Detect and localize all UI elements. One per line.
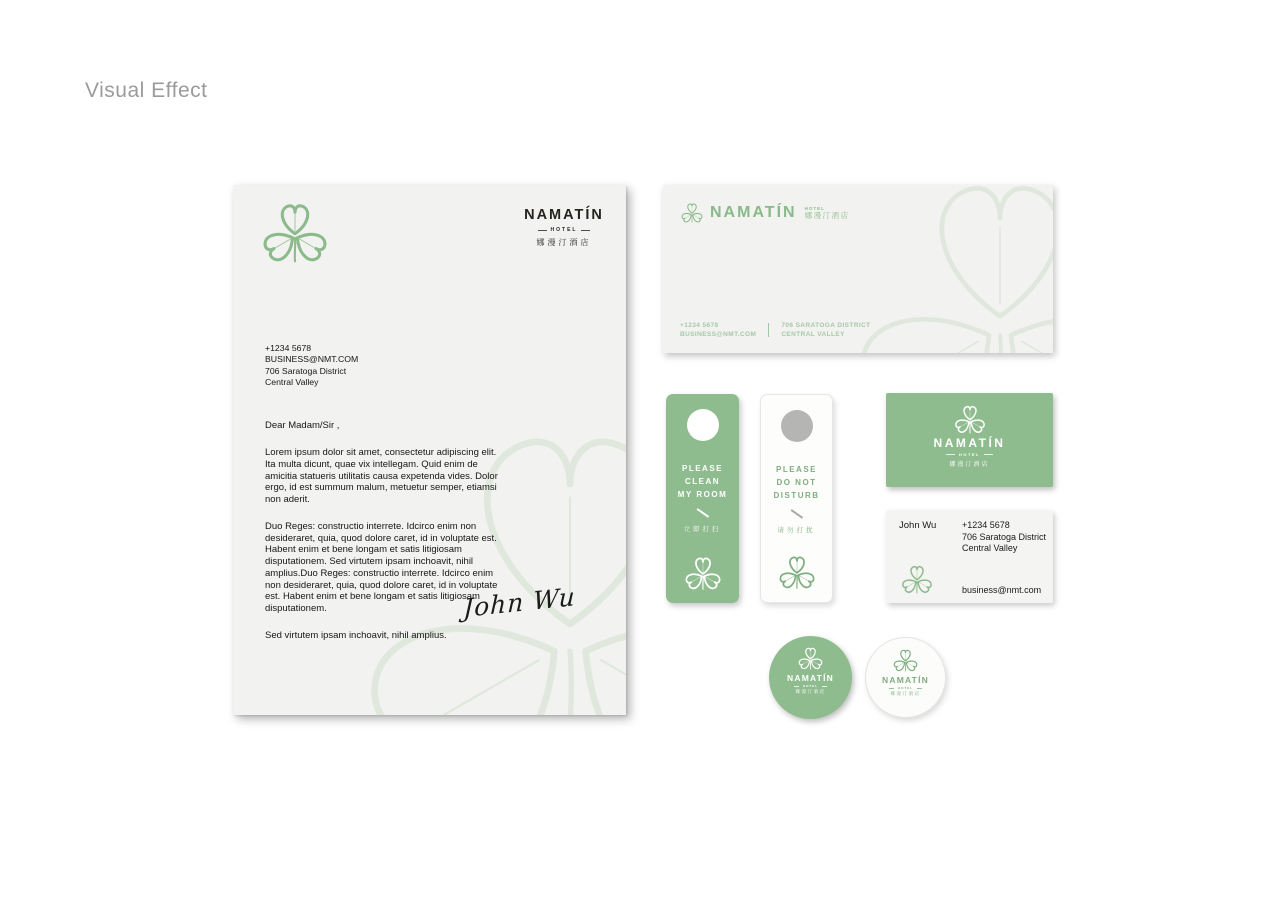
brand-wordmark: NAMATÍN (524, 207, 604, 223)
hanger-line: MY ROOM (677, 490, 728, 500)
envelope-address-line1: 706 SARATOGA DISTRICT (781, 321, 871, 329)
coaster-green (769, 636, 852, 719)
hanger-line: DISTURB (773, 491, 820, 501)
letter-paragraph: Duo Reges: constructio interrete. Idcirco enim non desideraret, quia, quod dolore caret, id in voluptate est. Habent enim et bene longam et satis litigiosam disputationem. Sed virtutem ipsam inchoavit, nihil amplius.Duo Reges: constructio interrete. Idcirco enim non desideraret, quia, quod dolore caret, id in voluptate est. Habent enim et bene longam et satis litigiosam disputationem. (265, 520, 498, 615)
clover-logo-icon (892, 648, 919, 673)
business-card-front (886, 393, 1053, 487)
envelope-mockup (663, 185, 1053, 353)
page-title: Visual Effect (85, 79, 208, 102)
brand-wordmark: NAMATÍN (882, 675, 929, 685)
clover-logo-icon (680, 202, 704, 224)
brand-descriptor: HOTEL (769, 684, 852, 688)
card-holder-name: John Wu (899, 520, 937, 531)
hanger-line: DO NOT (776, 478, 817, 488)
letterhead-address-line1: 706 Saratoga District (265, 365, 347, 376)
letter-salutation: Dear Madam/Sir , (265, 420, 340, 432)
slash-icon (790, 509, 802, 518)
hanger-line: PLEASE (681, 464, 723, 473)
envelope-phone: +1234 5678 (680, 321, 719, 329)
door-hanger-clean-room (666, 394, 739, 603)
envelope-phone-email (680, 321, 756, 341)
card-contact-block (962, 520, 1046, 555)
letterhead-phone: +1234 5678 (265, 343, 312, 353)
brand-wordmark: NAMATÍN (933, 436, 1006, 450)
card-phone: +1234 5678 (962, 520, 1010, 530)
hanger-hole (687, 409, 719, 441)
card-address-line1: 706 Saratoga District (962, 531, 1047, 542)
brand-wordmark: NAMATÍN (710, 204, 797, 221)
letterhead-mockup (233, 185, 626, 715)
brand-wordmark: NAMATÍN (787, 673, 834, 683)
hanger-chinese-text: 立即打扫 (683, 526, 722, 533)
card-email: business@nmt.com (962, 585, 1042, 595)
signature: John Wu (462, 581, 577, 624)
letterhead-email: BUSINESS@NMT.COM (265, 354, 359, 365)
clover-logo-icon (259, 200, 331, 266)
brand-descriptor: HOTEL (516, 227, 612, 233)
business-card-back (886, 510, 1053, 603)
card-address-line2: Central Valley (962, 543, 1018, 554)
letter-paragraph: Sed virtutem ipsam inchoavit, nihil amplius. (265, 629, 447, 641)
letter-paragraph: Lorem ipsum dolor sit amet, consectetur adipiscing elit. Ita multa dicunt, quae vix intellegam. Quid enim de amicitia statueris utilitatis causa expetenda vides. Dolor ergo, id est summum malum, metuetur semper, etiamsi non aderit. (265, 447, 498, 506)
clover-logo-icon (900, 564, 934, 595)
clover-logo-icon (777, 554, 817, 591)
clover-logo-icon (797, 646, 824, 671)
letterhead-address-line2: Central Valley (265, 376, 319, 387)
brand-lockup (516, 207, 612, 248)
letterhead-contact-block (265, 343, 502, 388)
brand-descriptor: HOTEL (866, 686, 945, 690)
hanger-message (666, 462, 739, 502)
brand-chinese-name: 娜漫汀酒店 (890, 691, 921, 696)
hanger-chinese-text: 请勿打扰 (777, 527, 816, 534)
brand-chinese-name: 娜漫汀酒店 (949, 462, 990, 468)
hanger-line: PLEASE (775, 465, 817, 474)
brand-chinese-name: 娜漫汀酒店 (804, 211, 850, 221)
brand-descriptor: HOTEL (886, 452, 1053, 457)
door-hanger-do-not-disturb (760, 394, 833, 603)
envelope-email: BUSINESS@NMT.COM (680, 331, 757, 339)
divider (768, 323, 769, 337)
coaster-white (865, 637, 946, 718)
clover-logo-icon (953, 404, 987, 435)
envelope-address (781, 321, 870, 341)
envelope-address-line2: CENTRAL VALLEY (781, 331, 845, 339)
slash-icon (696, 508, 708, 517)
envelope-contact-block (680, 321, 871, 341)
brand-descriptor: HOTEL (804, 205, 825, 211)
brand-chinese-name: 娜漫汀酒店 (795, 689, 826, 694)
clover-logo-icon (683, 555, 723, 592)
hanger-line: CLEAN (684, 477, 721, 487)
envelope-brand-lockup (680, 202, 850, 224)
brand-chinese-name: 娜漫汀酒店 (536, 238, 592, 247)
hanger-message (761, 463, 832, 503)
hanger-hole (781, 410, 813, 442)
